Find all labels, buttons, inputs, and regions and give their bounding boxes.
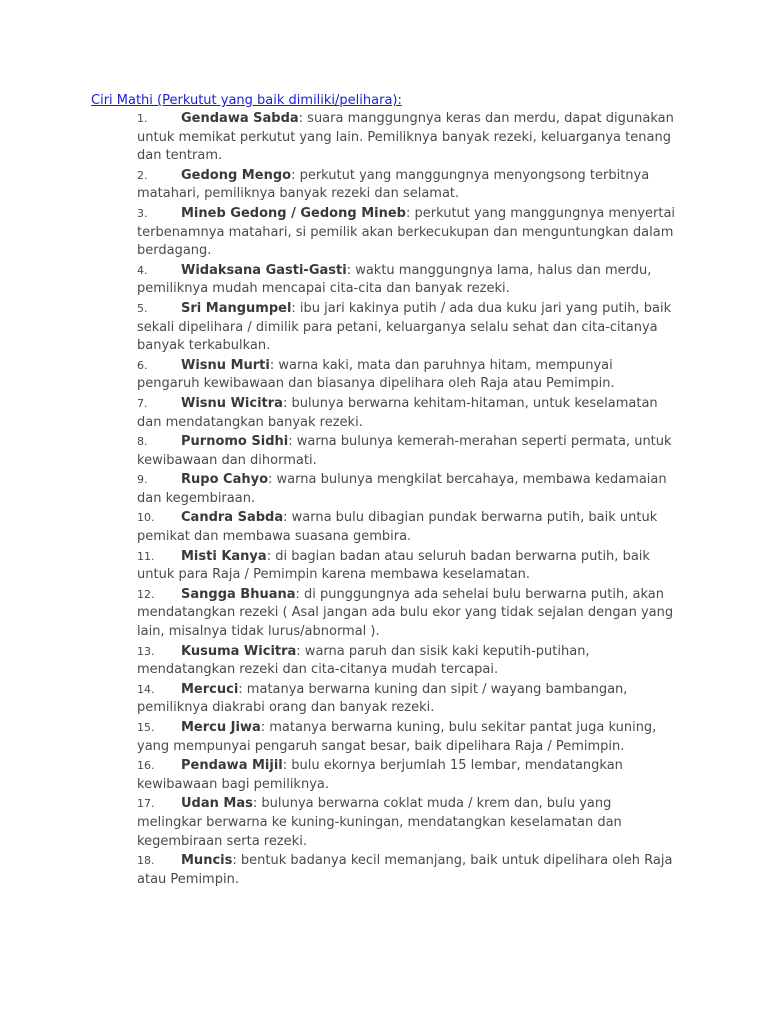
item-description: : di bagian badan atau seluruh badan berwarna putih, baik untuk para Raja / Pemimpin karena membawa keselamatan. [137,548,650,583]
item-name: Gendawa Sabda [181,111,299,126]
item-name: Mercu Jiwa [181,720,261,735]
item-description: : matanya berwarna kuning dan sipit / wayang bambangan, pemiliknya diakrabi orang dan banyak rezeki. [137,681,628,716]
item-number: 15. [137,721,155,734]
item-name: Sri Mangumpel [181,300,292,316]
item-description: : warna bulunya mengkilat bercahaya, membawa kedamaian dan kegembiraan. [137,472,667,506]
item-number: 17. [137,797,155,811]
item-name: Kusuma Wicitra [181,643,297,659]
item-text [137,549,650,583]
item-description: : matanya berwarna kuning, bulu sekitar pantat juga kuning, yang mempunyai pengaruh sangat besar, baik dipelihara Raja / Pemimpin. [137,720,657,754]
list-item [0,433,677,470]
item-description: : warna bulu dibagian pundak berwarna putih, baik untuk pemikat dan membawa suasana gembira. [137,510,658,545]
item-description: : perkutut yang manggungnya menyongsong terbitnya matahari, pemiliknya banyak rezeki dan selamat. [137,167,650,202]
item-description: : ibu jari kakinya putih / ada dua kuku jari yang putih, baik sekali dipelihara / dimilik para petani, keluarganya selalu sehat dan cita-citanya banyak terkabulkan. [137,300,672,354]
item-number: 10. [137,511,155,525]
item-description: : bulunya berwarna coklat muda / krem dan, bulu yang melingkar berwarna ke kuning-kuningan, mendatangkan keselamatan dan kegembiraan serta rezeki. [137,796,622,849]
list-item [0,586,677,642]
item-name: Purnomo Sidhi [181,434,289,450]
item-name: Muncis [181,853,233,869]
item-text [137,263,651,297]
item-description: : bentuk badanya kecil memanjang, baik untuk dipelihara oleh Raja atau Pemimpin. [137,853,673,887]
list-item [0,509,677,546]
item-description: : waktu manggungnya lama, halus dan merdu, pemiliknya mudah mencapai cita-cita dan banyak rezeki. [137,262,652,297]
list-item [0,300,677,356]
item-number: 5. [137,301,148,315]
item-name: Wisnu Wicitra [181,395,283,411]
list-item [0,262,677,299]
item-number: 13. [137,644,155,658]
perkutut-list [0,110,768,890]
section-heading: Ciri Mathi (Perkutut yang baik dimiliki/pelihara): [91,93,402,108]
item-text [137,682,627,716]
item-number: 1. [137,112,148,125]
list-item [0,205,677,261]
item-name: Mineb Gedong / Gedong Mineb [181,205,406,221]
item-text [137,111,674,163]
item-number: 4. [137,263,148,277]
item-description: : perkutut yang manggungnya menyertai terbenamnya matahari, si pemilik akan berkecukupan dan menguntungkan dalam berdagang. [137,205,676,259]
item-number: 6. [137,358,148,372]
item-description: : di punggungnya ada sehelai bulu berwarna putih, akan mendatangkan rezeki ( Asal jangan ada bulu ekor yang tidak sejalan dengan yang lain, misalnya tidak lurus/abnormal ). [137,586,674,640]
item-text [137,396,658,430]
list-item [0,795,677,851]
item-number: 18. [137,854,155,868]
item-text [137,301,671,353]
item-description: : bulunya berwarna kehitam-hitaman, untuk keselamatan dan mendatangkan banyak rezeki. [137,395,658,430]
item-text [137,168,649,202]
item-text [137,644,590,678]
item-name: Mercuci [181,681,239,697]
item-name: Rupo Cahyo [181,472,269,488]
item-text [137,587,673,639]
item-number: 8. [137,435,148,449]
item-name: Misti Kanya [181,548,267,564]
item-name: Udan Mas [181,796,253,812]
list-item [0,357,677,394]
list-item [0,852,677,889]
item-name: Pendawa Mijil [181,758,283,774]
item-number: 16. [137,759,155,773]
item-name: Gedong Mengo [181,167,292,183]
list-item [0,719,677,756]
item-description: : warna bulunya kemerah-merahan seperti permata, untuk kewibawaan dan dihormati. [137,434,672,468]
item-name: Wisnu Murti [181,357,270,373]
item-description: : suara manggungnya keras dan merdu, dapat digunakan untuk memikat perkutut yang lain. Pemiliknya banyak rezeki, keluarganya tenang dan tentram. [137,111,674,164]
list-item [0,167,677,204]
item-number: 2. [137,168,148,182]
item-number: 9. [137,473,148,487]
item-text [137,472,667,506]
item-number: 12. [137,587,155,601]
list-item [0,548,677,585]
item-text [137,758,623,792]
item-number: 7. [137,396,148,410]
list-item [0,681,677,718]
item-name: Candra Sabda [181,510,284,526]
item-text [137,358,615,392]
list-item [0,757,677,794]
item-text [137,434,672,468]
item-number: 11. [137,549,155,563]
item-text [137,206,675,258]
list-item [0,643,677,680]
item-name: Widaksana Gasti-Gasti [181,262,347,278]
item-number: 14. [137,682,155,696]
item-description: : warna kaki, mata dan paruhnya hitam, mempunyai pengaruh kewibawaan dan biasanya dipelihara oleh Raja atau Pemimpin. [137,357,615,392]
item-name: Sangga Bhuana [181,586,296,602]
list-item [0,471,677,508]
list-item [0,395,677,432]
item-text [137,720,656,754]
item-number: 3. [137,206,148,220]
list-item [0,110,677,166]
item-description: : warna paruh dan sisik kaki keputih-putihan, mendatangkan rezeki dan cita-citanya mudah tercapai. [137,643,590,678]
item-description: : bulu ekornya berjumlah 15 lembar, mendatangkan kewibawaan bagi pemiliknya. [137,758,623,792]
item-text [137,796,622,848]
item-text [137,853,672,887]
item-text [137,510,657,544]
